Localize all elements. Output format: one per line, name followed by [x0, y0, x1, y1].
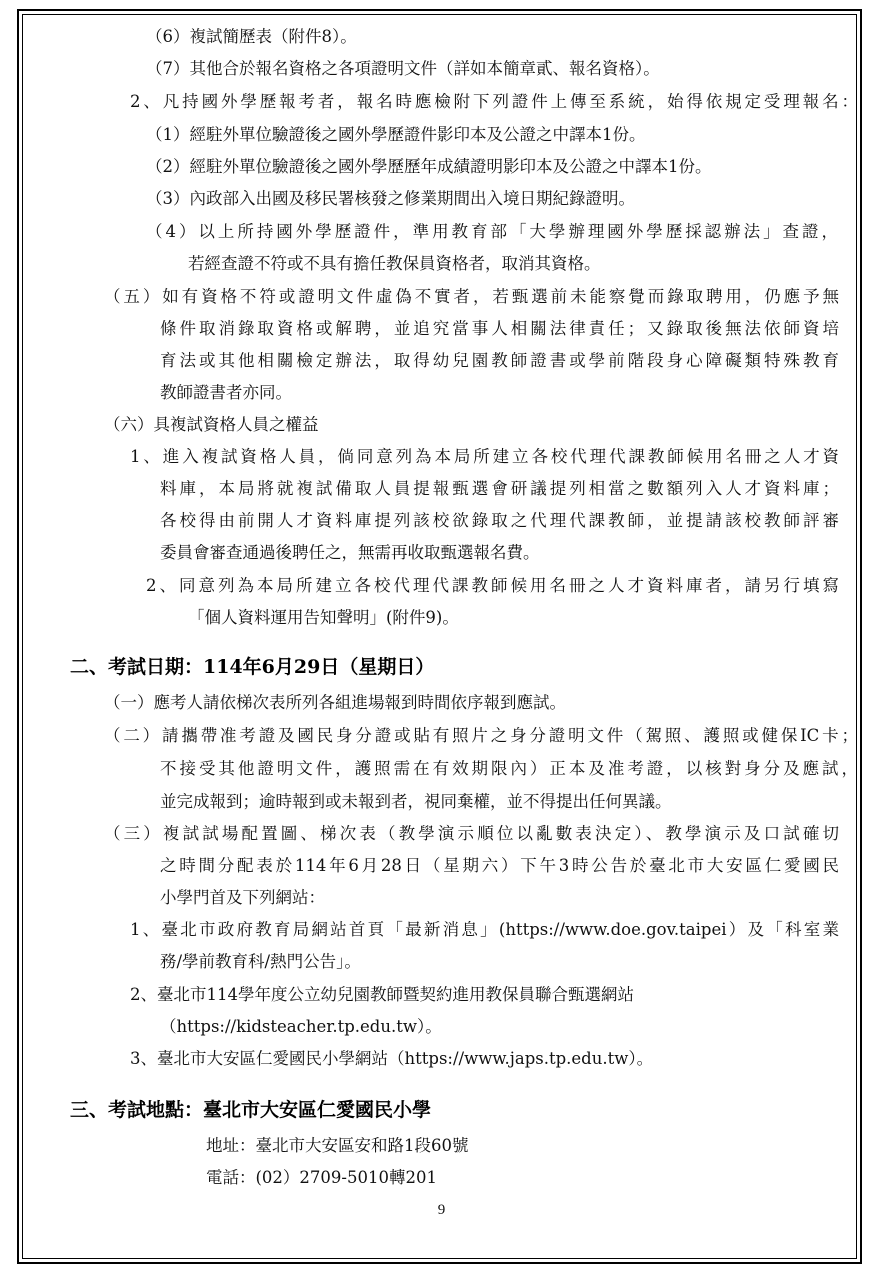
phone-line: 電話：(02）2709-5010轉201	[206, 1168, 437, 1187]
doc-line: （二）請攜帶准考證及國民身分證或貼有照片之身分證明文件（駕照、護照或健保IC卡；	[104, 726, 858, 745]
doc-line: （https://kidsteacher.tp.edu.tw）。	[160, 1017, 442, 1036]
doc-line: 育法或其他相關檢定辦法，取得幼兒園教師證書或學前階段身心障礙類特殊教育	[160, 351, 839, 370]
doc-line: （6）複試簡歷表（附件8）。	[146, 27, 357, 46]
doc-line: 若經查證不符或不具有擔任教保員資格者，取消其資格。	[188, 254, 601, 273]
section-heading-exam-date: 二、考試日期：114年6月29日（星期日）	[70, 656, 435, 678]
doc-line: （六）具複試資格人員之權益	[104, 415, 319, 434]
doc-line: 2、臺北市114學年度公立幼兒園教師暨契約進用教保員聯合甄選網站	[130, 985, 634, 1004]
doc-line: 料庫，本局將就複試備取人員提報甄選會研議提列相當之數額列入人才資料庫；	[160, 479, 839, 498]
doc-line: 委員會審查通過後聘任之，無需再收取甄選報名費。	[160, 543, 540, 562]
doc-line: 不接受其他證明文件，護照需在有效期限內）正本及准考證，以核對身分及應試，	[160, 759, 858, 778]
doc-line: 1、進入複試資格人員，倘同意列為本局所建立各校代理代課教師候用名冊之人才資	[130, 447, 839, 466]
doc-line: （1）經駐外單位驗證後之國外學歷證件影印本及公證之中譯本1份。	[146, 125, 646, 144]
doc-line: （7）其他合於報名資格之各項證明文件（詳如本簡章貳、報名資格）。	[146, 59, 660, 78]
doc-line: （五）如有資格不符或證明文件虛偽不實者，若甄選前未能察覺而錄取聘用，仍應予無	[104, 287, 839, 306]
doc-line: （2）經駐外單位驗證後之國外學歷歷年成績證明影印本及公證之中譯本1份。	[146, 157, 712, 176]
doc-line: 務/學前教育科/熱門公告」。	[160, 952, 361, 971]
doc-line: （3）內政部入出國及移民署核發之修業期間出入境日期紀錄證明。	[146, 189, 635, 208]
doc-line: （一）應考人請依梯次表所列各組進場報到時間依序報到應試。	[104, 693, 566, 712]
section-heading-exam-location: 三、考試地點：臺北市大安區仁愛國民小學	[70, 1099, 432, 1121]
doc-line: 1、臺北市政府教育局網站首頁「最新消息」(https://www.doe.gov.taipei）及「科室業	[130, 920, 839, 939]
doc-line: 條件取消錄取資格或解聘，並追究當事人相關法律責任；又錄取後無法依師資培	[160, 319, 839, 338]
doc-line: 之時間分配表於114年6月28日（星期六）下午3時公告於臺北市大安區仁愛國民	[160, 856, 839, 875]
page-number: 9	[437, 1202, 446, 1218]
doc-line: 2、同意列為本局所建立各校代理代課教師候用名冊之人才資料庫者，請另行填寫	[146, 576, 839, 595]
doc-line: （4）以上所持國外學歷證件，準用教育部「大學辦理國外學歷採認辦法」查證，	[146, 222, 838, 241]
address-line: 地址：臺北市大安區安和路1段60號	[206, 1136, 469, 1155]
doc-line: 各校得由前開人才資料庫提列該校欲錄取之代理代課教師，並提請該校教師評審	[160, 511, 839, 530]
doc-line: 2、凡持國外學歷報考者，報名時應檢附下列證件上傳至系統，始得依規定受理報名：	[130, 92, 858, 111]
doc-line: （三）複試試場配置圖、梯次表（教學演示順位以亂數表決定）、教學演示及口試確切	[104, 824, 839, 843]
doc-line: 「個人資料運用告知聲明」(附件9)。	[188, 608, 459, 627]
doc-line: 教師證書者亦同。	[160, 383, 292, 402]
doc-line: 3、臺北市大安區仁愛國民小學網站（https://www.japs.tp.edu.tw）。	[130, 1049, 654, 1068]
doc-line: 並完成報到；逾時報到或未報到者，視同棄權，並不得提出任何異議。	[160, 792, 672, 811]
doc-line: 小學門首及下列網站：	[160, 888, 325, 907]
